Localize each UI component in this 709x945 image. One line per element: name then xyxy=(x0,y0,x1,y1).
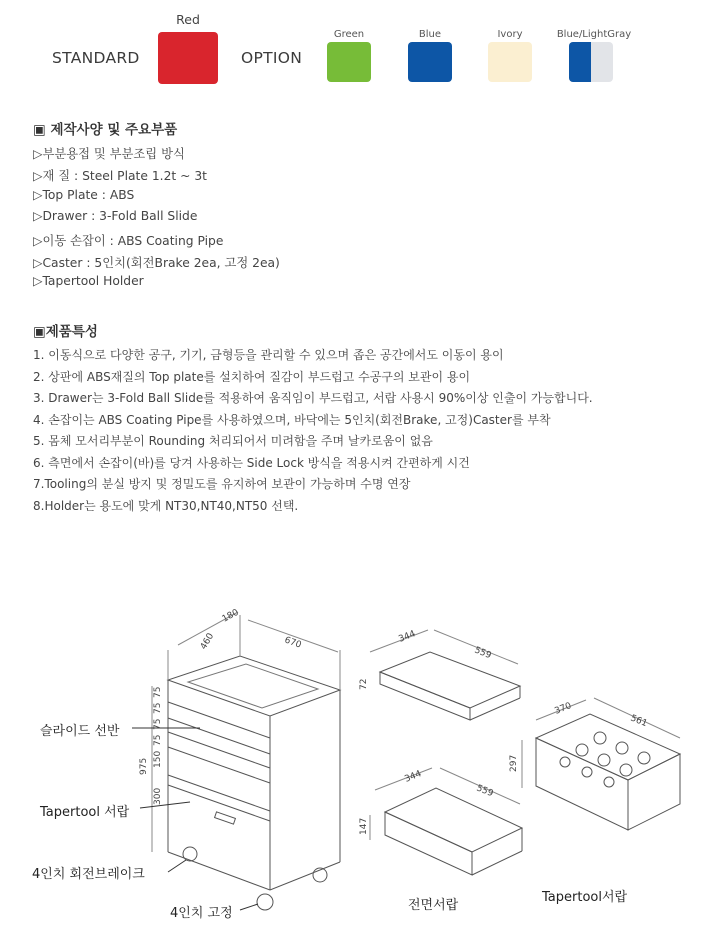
dim-tapertool-height: 297 xyxy=(509,754,519,772)
feature-item: 1. 이동식으로 다양한 공구, 기기, 금형등을 관리할 수 있으며 좁은 공간에서도 이동이 용이 xyxy=(33,348,504,362)
dim-tapertool-depth: 370 xyxy=(553,701,574,717)
dim-drawer-height: 75 xyxy=(153,702,163,714)
front-drawer-drawing xyxy=(370,768,522,875)
dim-drawer-height: 150 xyxy=(153,750,163,768)
spec-item: ▷Drawer : 3-Fold Ball Slide xyxy=(33,209,198,223)
dim-drawer-height: 75 xyxy=(153,718,163,730)
dim-drawer-height: 75 xyxy=(153,686,163,698)
option-color-name-blue-lightgray: Blue/LightGray xyxy=(556,29,632,40)
spec-item: ▷Caster : 5인치(회전Brake 2ea, 고정 2ea) xyxy=(33,256,280,270)
feature-item: 3. Drawer는 3-Fold Ball Slide를 적용하여 움직임이 부드럽고, 서랍 사용시 90%이상 인출이 가능합니다. xyxy=(33,391,593,405)
callout-tapertool-drawer: Tapertool 서랍 xyxy=(40,805,130,820)
callout-caster-swivel: 4인치 회전브레이크 xyxy=(32,867,145,882)
standard-color-swatch-red xyxy=(158,32,218,84)
dim-front-drawer-depth: 344 xyxy=(403,769,424,785)
dim-front-drawer-width: 559 xyxy=(474,783,495,800)
option-color-name-ivory: Ivory xyxy=(497,29,523,40)
dim-tray-depth: 344 xyxy=(397,629,418,645)
dim-cabinet-depth: 460 xyxy=(198,631,217,652)
option-color-swatch-blue-lightgray xyxy=(569,42,613,82)
dim-cabinet-height: 975 xyxy=(139,757,149,775)
dim-tray-width: 559 xyxy=(472,645,493,662)
feature-item: 8.Holder는 용도에 맞게 NT30,NT40,NT50 선택. xyxy=(33,499,299,513)
caption-tapertool-drawer: Tapertool서랍 xyxy=(542,890,628,905)
specs-title: ▣ 제작사양 및 주요부품 xyxy=(33,122,178,138)
option-color-name-blue: Blue xyxy=(418,29,442,40)
standard-label: STANDARD xyxy=(52,49,140,67)
tray-drawing xyxy=(370,630,520,720)
feature-item: 7.Tooling의 분실 방지 및 정밀도를 유지하여 보관이 가능하며 수명 연장 xyxy=(33,477,411,491)
feature-item: 5. 몸체 모서리부분이 Rounding 처리되어서 미려함을 주며 날카로움이 없음 xyxy=(33,434,433,448)
features-title: ▣제품특성 xyxy=(33,324,98,340)
option-color-name-green: Green xyxy=(333,29,365,40)
dim-drawer-height: 75 xyxy=(153,734,163,746)
cabinet-drawing xyxy=(152,612,340,910)
spec-item: ▷Top Plate : ABS xyxy=(33,188,135,202)
feature-item: 4. 손잡이는 ABS Coating Pipe를 사용하였으며, 바닥에는 5인치(회전Brake, 고정)Caster를 부착 xyxy=(33,413,551,427)
feature-item: 2. 상판에 ABS재질의 Top plate를 설치하여 질감이 부드럽고 수공구의 보관이 용이 xyxy=(33,370,471,384)
caption-front-drawer: 전면서랍 xyxy=(408,898,459,913)
dim-cabinet-top-depth: 180 xyxy=(220,607,241,625)
option-label: OPTION xyxy=(241,49,303,67)
spec-item: ▷Tapertool Holder xyxy=(33,274,144,288)
feature-item: 6. 측면에서 손잡이(바)를 당겨 사용하는 Side Lock 방식을 적용시켜 간편하게 시건 xyxy=(33,456,470,470)
dim-tapertool-width: 561 xyxy=(628,713,649,730)
dim-drawer-height: 300 xyxy=(153,787,163,805)
option-color-swatch-ivory xyxy=(488,42,532,82)
option-color-swatch-blue xyxy=(408,42,452,82)
spec-item: ▷부분용접 및 부분조립 방식 xyxy=(33,147,185,161)
standard-color-name: Red xyxy=(176,12,200,27)
dim-cabinet-width: 670 xyxy=(282,635,303,651)
callout-caster-fixed: 4인치 고정 xyxy=(170,906,233,921)
spec-item: ▷이동 손잡이 : ABS Coating Pipe xyxy=(33,234,224,248)
dim-front-drawer-height: 147 xyxy=(359,817,369,835)
dim-tray-height: 72 xyxy=(359,678,369,690)
tapertool-drawer-drawing xyxy=(522,698,680,830)
callout-slide-shelf: 슬라이드 선반 xyxy=(40,724,120,739)
spec-item: ▷재 질 : Steel Plate 1.2t ~ 3t xyxy=(33,169,207,183)
option-color-swatch-green xyxy=(327,42,371,82)
